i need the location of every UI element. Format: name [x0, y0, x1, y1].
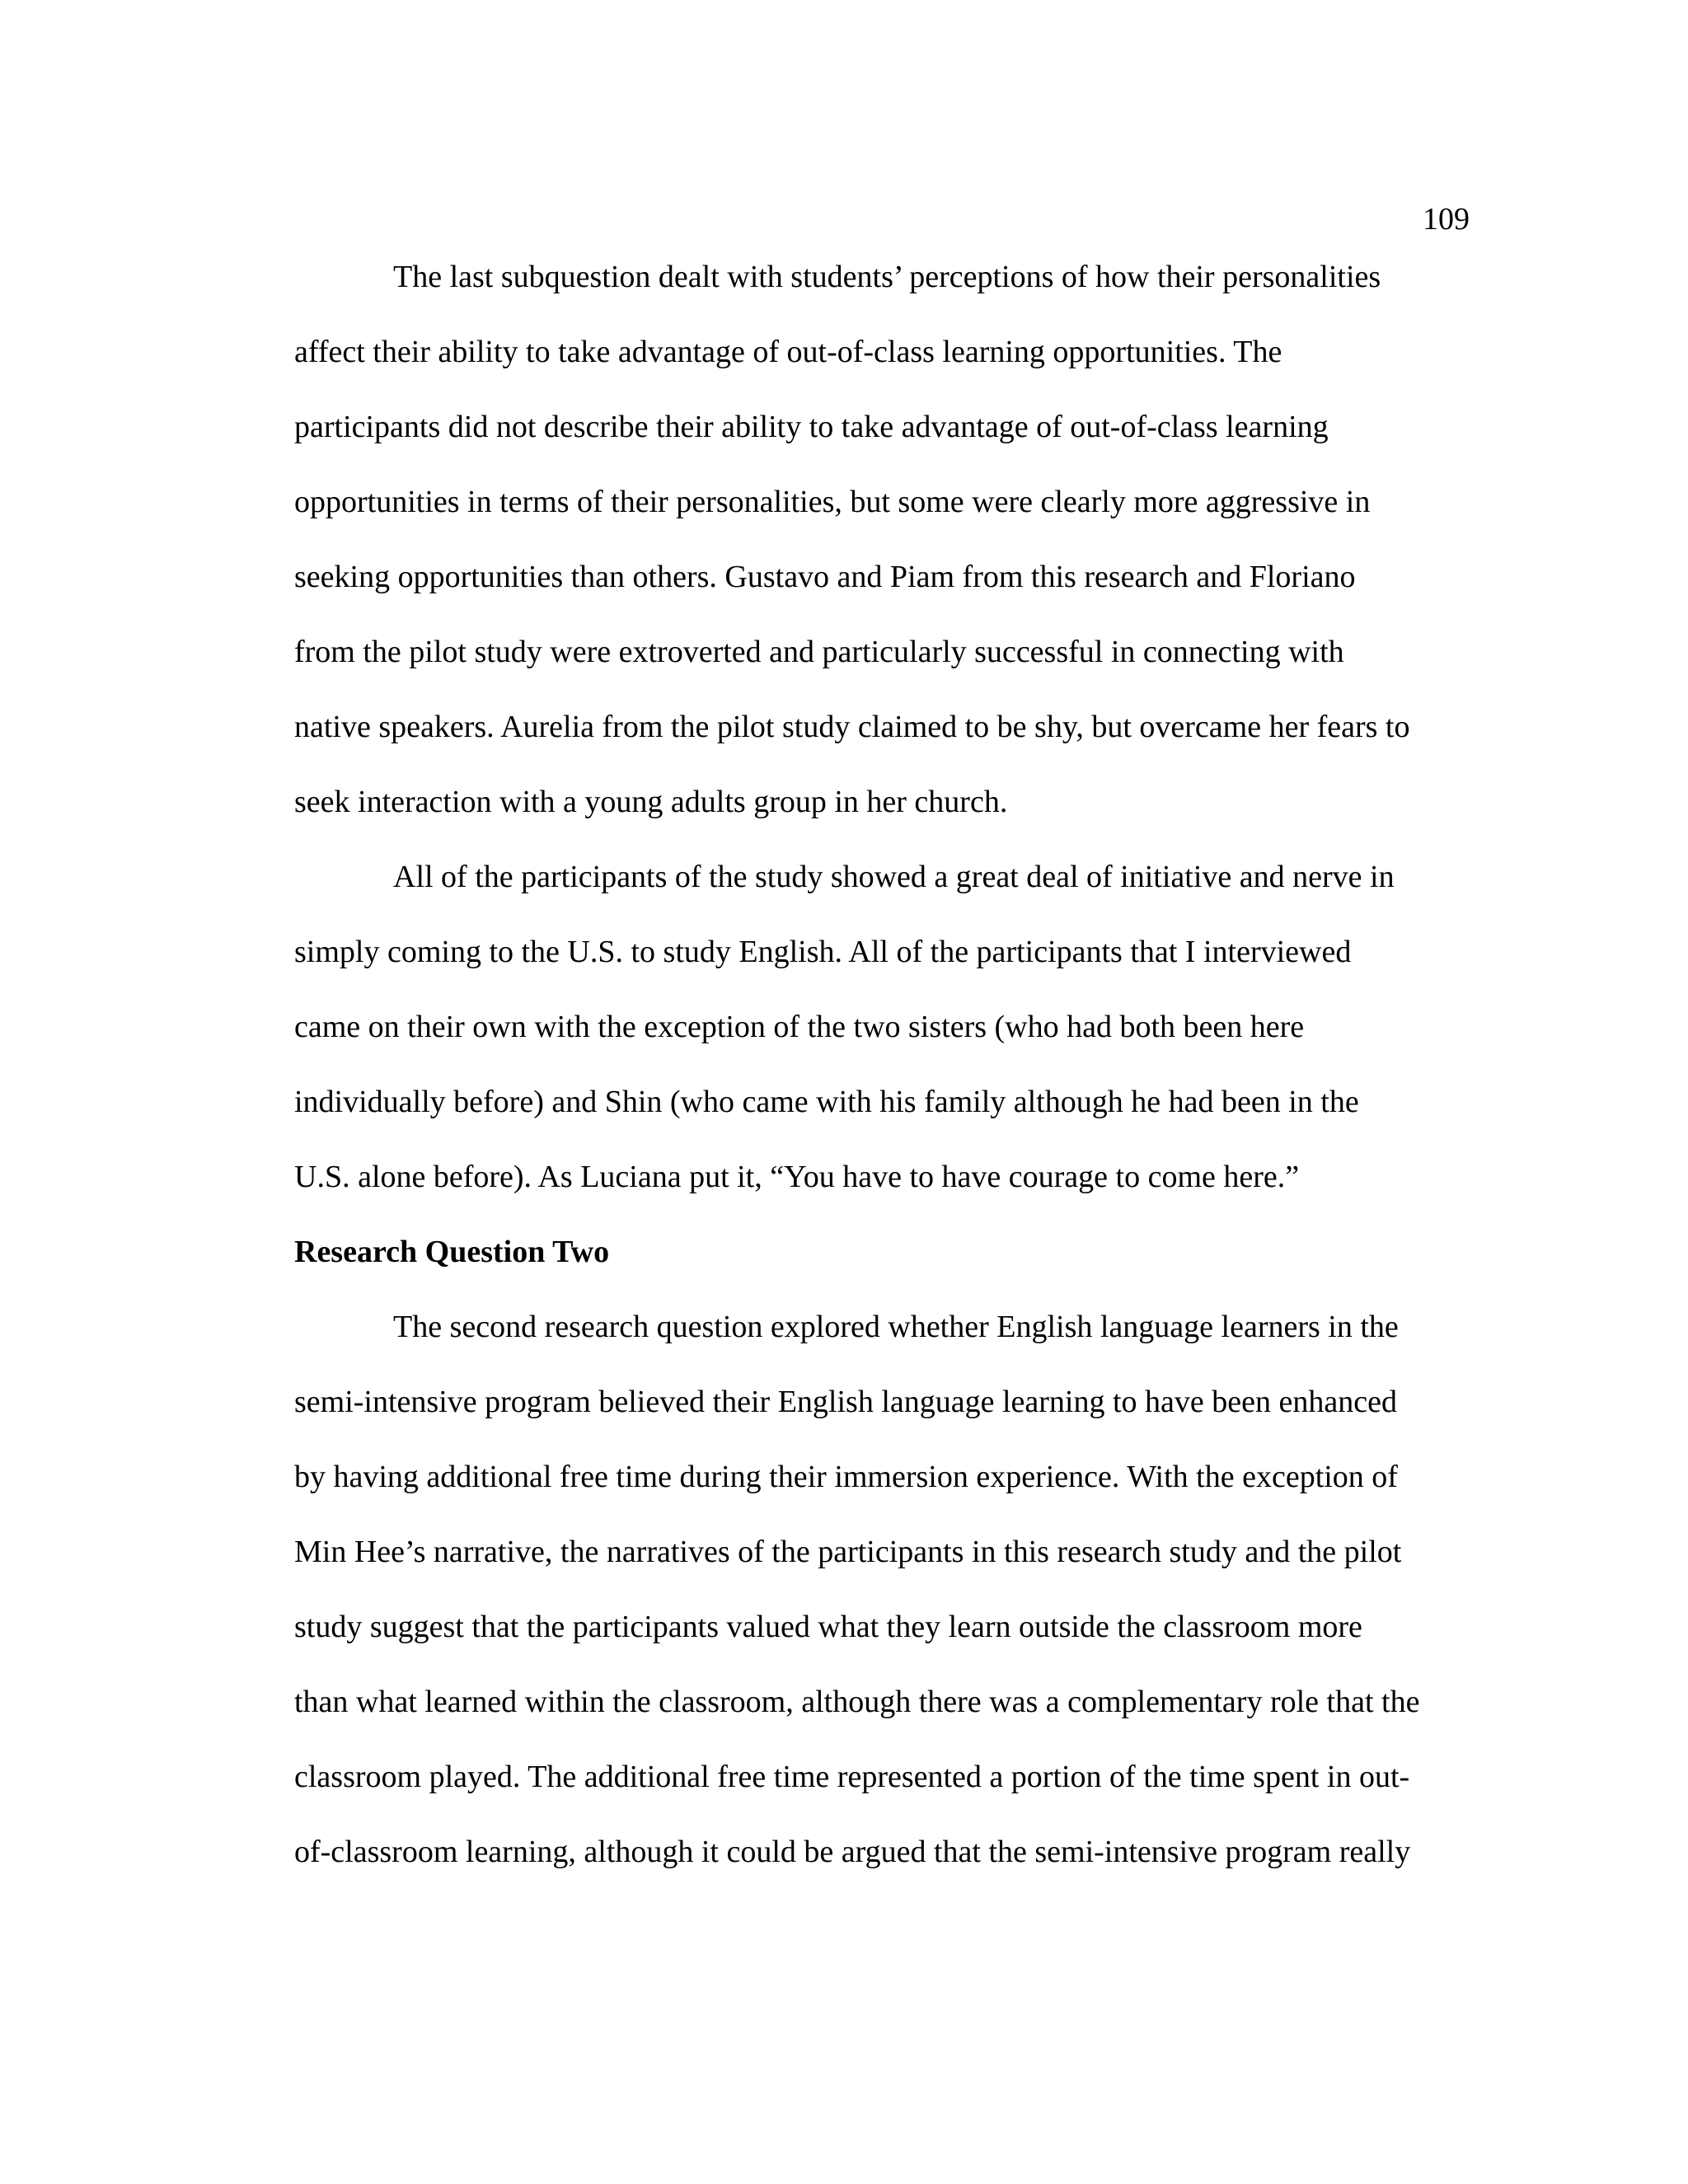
paragraph-line: Min Hee’s narrative, the narratives of the participants in this research study and the pilot [294, 1535, 1402, 1569]
paragraph-line: from the pilot study were extroverted and particularly successful in connecting with [294, 635, 1344, 669]
paragraph-line: of-classroom learning, although it could be argued that the semi-intensive program really [294, 1835, 1411, 1869]
paragraph-line: classroom played. The additional free time represented a portion of the time spent in out- [294, 1760, 1410, 1794]
paragraph-line: The last subquestion dealt with students’ perceptions of how their personalities [393, 260, 1381, 294]
paragraph-line: participants did not describe their ability to take advantage of out-of-class learning [294, 410, 1329, 444]
paragraph-line: U.S. alone before). As Luciana put it, “You have to have courage to come here.” [294, 1160, 1300, 1194]
paragraph-line: came on their own with the exception of the two sisters (who had both been here [294, 1010, 1305, 1044]
paragraph-line: study suggest that the participants valued what they learn outside the classroom more [294, 1610, 1362, 1644]
paragraph-line: affect their ability to take advantage of out-of-class learning opportunities. The [294, 335, 1282, 369]
paragraph-line: semi-intensive program believed their English language learning to have been enhanced [294, 1385, 1397, 1419]
paragraph-line: All of the participants of the study showed a great deal of initiative and nerve in [393, 860, 1395, 894]
paragraph-line: opportunities in terms of their personalities, but some were clearly more aggressive in [294, 485, 1371, 519]
paragraph-line: The second research question explored whether English language learners in the [393, 1310, 1399, 1344]
page-number: 109 [1423, 202, 1470, 237]
paragraph-line: than what learned within the classroom, although there was a complementary role that the [294, 1685, 1420, 1719]
paragraph-line: native speakers. Aurelia from the pilot study claimed to be shy, but overcame her fears to [294, 710, 1410, 744]
paragraph-line: simply coming to the U.S. to study English. All of the participants that I interviewed [294, 935, 1352, 969]
paragraph-line: by having additional free time during their immersion experience. With the exception of [294, 1460, 1398, 1494]
section-heading: Research Question Two [294, 1235, 610, 1269]
paragraph-line: seeking opportunities than others. Gustavo and Piam from this research and Floriano [294, 560, 1356, 594]
paragraph-line: individually before) and Shin (who came with his family although he had been in the [294, 1085, 1359, 1119]
paragraph-line: seek interaction with a young adults group in her church. [294, 785, 1008, 819]
